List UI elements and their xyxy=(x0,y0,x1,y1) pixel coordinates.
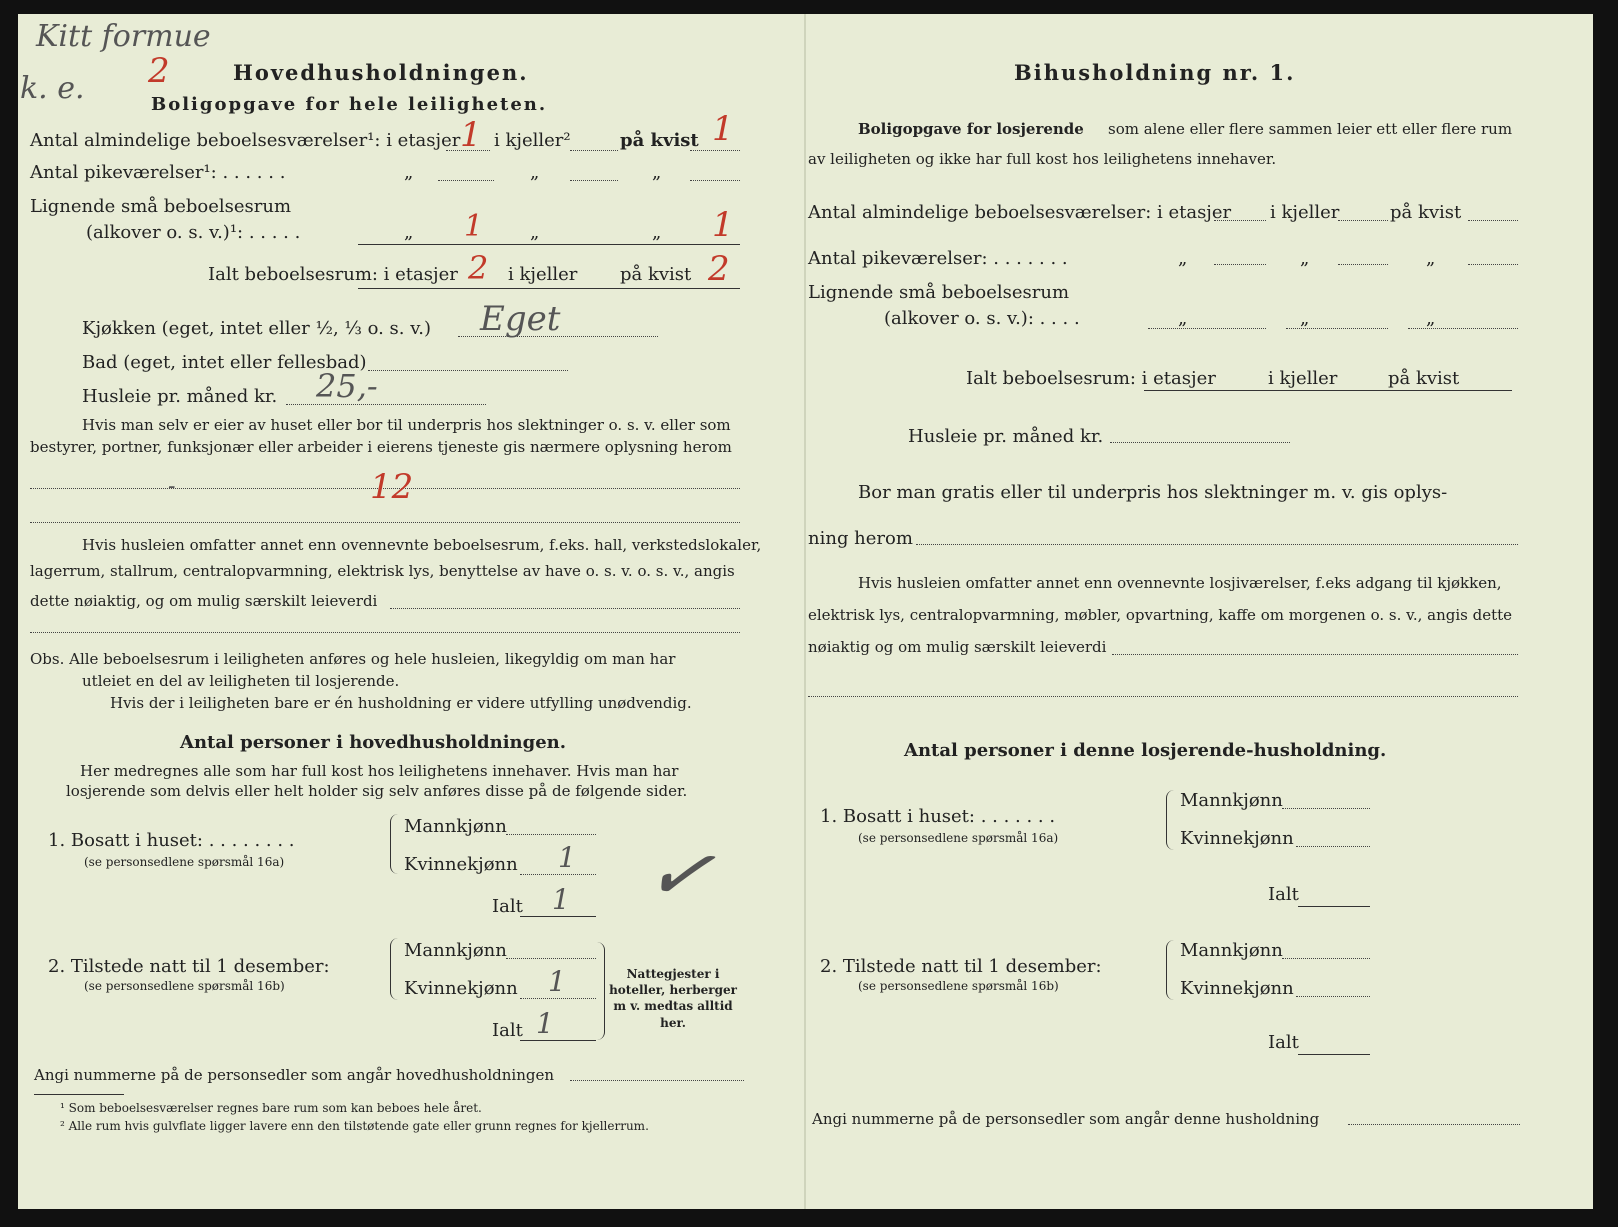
label-kvinnekjonn: Kvinnekjønn xyxy=(404,854,518,875)
ditto-mark: „ xyxy=(404,162,414,183)
label-ialt-kvist: på kvist xyxy=(620,264,692,285)
ditto-mark: „ xyxy=(652,162,662,183)
label-ialt-beboelsesrum: Ialt beboelsesrum: i etasjer xyxy=(208,264,458,285)
obs-note: Obs. Alle beboelsesrum i leiligheten anføres og hele husleien, likegyldig om man har xyxy=(30,650,676,668)
label-bosatt-sub: (se personsedlene spørsmål 16a) xyxy=(858,831,1059,845)
hw-ialt-etasjer: 2 xyxy=(468,249,489,287)
check-mark: ✓ xyxy=(638,821,721,926)
label-bosatt: 1. Bosatt i huset: . . . . . . . xyxy=(820,806,1056,827)
label-ialt-kvist: på kvist xyxy=(1388,368,1460,389)
ditto-mark: „ xyxy=(1178,308,1188,329)
ditto-mark: „ xyxy=(404,222,414,243)
label-ialt-kjeller: i kjeller xyxy=(508,264,578,285)
handwritten-number: 2 xyxy=(148,51,170,91)
ditto-mark: „ xyxy=(530,222,540,243)
label-kvist: på kvist xyxy=(1390,202,1462,223)
left-title: Hovedhusholdningen. xyxy=(233,60,529,85)
hw-kvist: 1 xyxy=(712,109,734,149)
obs-note: Hvis der i leiligheten bare er én husholdning er videre utfylling unødvendig. xyxy=(110,694,692,712)
label-almindelige: Antal almindelige beboelsesværelser: i etasjer xyxy=(808,202,1232,223)
paragraph-text: losjerende som delvis eller helt holder sig selv anføres disse på de følgende sider. xyxy=(66,782,688,800)
label-mannkjonn: Mannkjønn xyxy=(404,816,507,837)
label-kjeller: i kjeller² xyxy=(494,130,571,151)
hw-lign-kvist: 1 xyxy=(712,205,734,245)
ditto-mark: „ xyxy=(1178,248,1188,269)
paragraph-text: ning herom xyxy=(808,528,913,549)
nattegjester-note: Nattegjester i hoteller, herberger m v. medtas alltid her. xyxy=(609,967,737,1030)
paragraph-text: Hvis man selv er eier av huset eller bor til underpris hos slektninger o. s. v. eller som xyxy=(82,416,731,434)
left-subtitle: Boligopgave for hele leiligheten. xyxy=(151,94,548,115)
label-ialt-kjeller: i kjeller xyxy=(1268,368,1338,389)
hw-lign-etasjer: 1 xyxy=(464,209,484,244)
footnote: ¹ Som beboelsesværelser regnes bare rum som kan beboes hele året. xyxy=(60,1101,482,1115)
hw-etasjer: 1 xyxy=(460,115,482,155)
label-ialt: Ialt xyxy=(492,896,523,917)
brace xyxy=(390,938,399,1000)
ditto-mark: „ xyxy=(1300,248,1310,269)
paragraph-text: Hvis husleien omfatter annet enn ovennevnte losjiværelser, f.eks adgang til kjøkken, xyxy=(858,574,1502,592)
footnote: ² Alle rum hvis gulvflate ligger lavere enn den tilstøtende gate eller grunn regnes for kjellerrum. xyxy=(60,1119,649,1133)
label-ialt: Ialt xyxy=(492,1020,523,1041)
label-kvinnekjonn: Kvinnekjønn xyxy=(404,978,518,999)
label-angi-nummerne: Angi nummerne på de personsedler som angår hovedhusholdningen xyxy=(34,1066,554,1084)
right-title: Bihusholdning nr. 1. xyxy=(1014,60,1296,85)
brace xyxy=(596,942,605,1040)
hw-husleie: 25,- xyxy=(316,367,378,405)
ditto-mark: „ xyxy=(530,162,540,183)
intro-text: som alene eller flere sammen leier ett eller flere rum xyxy=(1108,120,1513,138)
label-husleie: Husleie pr. måned kr. xyxy=(908,426,1104,447)
label-alkover: (alkover o. s. v.)¹: . . . . . xyxy=(86,222,301,243)
label-pikevaerelser: Antal pikeværelser¹: . . . . . . xyxy=(30,162,286,183)
hw-kvinne2: 1 xyxy=(548,965,566,998)
paragraph-text: elektrisk lys, centralopvarmning, møbler, opvartning, kaffe om morgenen o. s. v., angis dette xyxy=(808,606,1513,624)
label-pikevaerelser: Antal pikeværelser: . . . . . . . xyxy=(808,248,1068,269)
label-angi-nummerne: Angi nummerne på de personsedler som angår denne husholdning xyxy=(812,1110,1320,1128)
hw-ialt1: 1 xyxy=(552,883,570,916)
label-alkover: (alkover o. s. v.): . . . . xyxy=(884,308,1080,329)
label-lignende: Lignende små beboelsesrum xyxy=(808,282,1070,303)
hw-ialt2: 1 xyxy=(536,1007,554,1040)
label-bosatt: 1. Bosatt i huset: . . . . . . . . xyxy=(48,830,295,851)
label-ialt: Ialt xyxy=(1268,1032,1299,1053)
antal-title: Antal personer i hovedhusholdningen. xyxy=(180,732,567,753)
ditto-mark: „ xyxy=(652,222,662,243)
antal-title: Antal personer i denne losjerende-husholdning. xyxy=(904,740,1387,761)
paragraph-text: lagerrum, stallrum, centralopvarmning, elektrisk lys, benyttelse av have o. s. v. o. s. v., angis xyxy=(30,562,735,580)
handwritten-note: k. e. xyxy=(20,71,85,106)
census-form xyxy=(18,14,1593,1209)
paragraph-text: dette nøiaktig, og om mulig særskilt leieverdi xyxy=(30,592,378,610)
label-tilstede: 2. Tilstede natt til 1 desember: xyxy=(820,956,1102,977)
paragraph-text: Her medregnes alle som har full kost hos leilighetens innehaver. Hvis man har xyxy=(80,762,679,780)
intro-bold: Boligopgave for losjerende xyxy=(858,120,1084,138)
label-mannkjonn: Mannkjønn xyxy=(404,940,507,961)
obs-note: utleiet en del av leiligheten til losjerende. xyxy=(82,672,400,690)
label-ialt-beboelsesrum: Ialt beboelsesrum: i etasjer xyxy=(966,368,1216,389)
hw-kjokken: Eget xyxy=(480,299,561,339)
ditto-mark: „ xyxy=(1426,308,1436,329)
label-husleie: Husleie pr. måned kr. xyxy=(82,386,278,407)
ditto-mark: „ xyxy=(1426,248,1436,269)
paragraph-text: nøiaktig og om mulig særskilt leieverdi xyxy=(808,638,1107,656)
label-tilstede: 2. Tilstede natt til 1 desember: xyxy=(48,956,330,977)
label-kvist: på kvist xyxy=(620,130,699,151)
hw-ialt-kvist: 2 xyxy=(708,249,730,289)
hw-dash: - xyxy=(168,474,176,499)
label-kjeller: i kjeller xyxy=(1270,202,1340,223)
brace xyxy=(1166,790,1175,850)
label-almindelige: Antal almindelige beboelsesværelser¹: i etasjer xyxy=(30,130,461,151)
hw-twelve: 12 xyxy=(370,467,414,507)
ditto-mark: „ xyxy=(1300,308,1310,329)
brace xyxy=(390,814,399,874)
label-kvinnekjonn: Kvinnekjønn xyxy=(1180,828,1294,849)
label-bad: Bad (eget, intet eller fellesbad) xyxy=(82,352,367,373)
paragraph-text: Hvis husleien omfatter annet enn ovennevnte beboelsesrum, f.eks. hall, verkstedslokaler, xyxy=(82,536,762,554)
paragraph-text: bestyrer, portner, funksjonær eller arbeider i eierens tjeneste gis nærmere oplysning herom xyxy=(30,438,732,456)
brace xyxy=(1166,940,1175,1000)
label-kjokken: Kjøkken (eget, intet eller ½, ⅓ o. s. v.) xyxy=(82,318,431,339)
page-fold xyxy=(804,14,806,1209)
label-mannkjonn: Mannkjønn xyxy=(1180,940,1283,961)
paragraph-text: Bor man gratis eller til underpris hos slektninger m. v. gis oplys- xyxy=(858,482,1448,503)
label-tilstede-sub: (se personsedlene spørsmål 16b) xyxy=(858,979,1059,993)
label-lignende: Lignende små beboelsesrum xyxy=(30,196,292,217)
intro-text: av leiligheten og ikke har full kost hos leilighetens innehaver. xyxy=(808,150,1277,168)
label-tilstede-sub: (se personsedlene spørsmål 16b) xyxy=(84,979,285,993)
label-ialt: Ialt xyxy=(1268,884,1299,905)
hw-kvinne1: 1 xyxy=(558,841,576,874)
handwritten-note: Kitt formue xyxy=(36,19,211,54)
label-bosatt-sub: (se personsedlene spørsmål 16a) xyxy=(84,855,285,869)
label-kvinnekjonn: Kvinnekjønn xyxy=(1180,978,1294,999)
label-mannkjonn: Mannkjønn xyxy=(1180,790,1283,811)
